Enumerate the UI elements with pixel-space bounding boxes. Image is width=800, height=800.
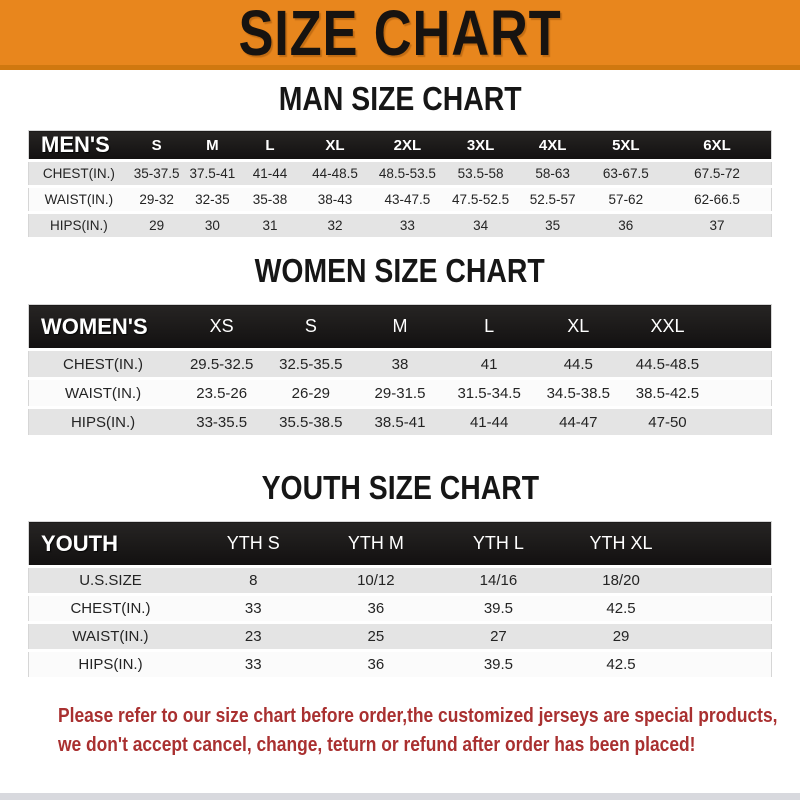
youth-header-row	[29, 522, 772, 567]
size-cell: 44.5-48.5	[623, 350, 712, 379]
women-hips-row	[29, 408, 772, 437]
youth-section-heading-text: YOUTH SIZE CHART	[261, 469, 539, 506]
women-header-row	[29, 305, 772, 350]
size-cell: 14/16	[437, 567, 560, 595]
size-cell: 35-38	[240, 187, 299, 213]
size-cell: 43-47.5	[370, 187, 444, 213]
size-cell: 48.5-53.5	[370, 161, 444, 187]
size-cell: 44-48.5	[300, 161, 371, 187]
size-cell: 33	[192, 651, 315, 679]
size-cell: 33	[192, 595, 315, 623]
size-cell: 36	[315, 651, 438, 679]
size-cell: 39.5	[437, 651, 560, 679]
men-col-header: XL	[300, 131, 371, 161]
size-cell: 41	[445, 350, 534, 379]
youth-col-header: YTH L	[437, 522, 560, 567]
size-cell: 10/12	[315, 567, 438, 595]
size-cell: 62-66.5	[663, 187, 772, 213]
spacer-cell	[712, 350, 771, 379]
size-cell: 37.5-41	[185, 161, 241, 187]
men-col-header: L	[240, 131, 299, 161]
size-cell: 35-37.5	[129, 161, 185, 187]
size-cell: 47-50	[623, 408, 712, 437]
size-cell: 38.5-42.5	[623, 379, 712, 408]
spacer-cell	[682, 623, 771, 651]
size-cell: 29-32	[129, 187, 185, 213]
men-size-table	[28, 130, 772, 240]
row-label: CHEST(IN.)	[29, 595, 192, 623]
bottom-edge-strip	[0, 793, 800, 800]
chart-content	[0, 82, 800, 760]
row-label: WAIST(IN.)	[29, 379, 178, 408]
women-section-heading	[28, 254, 772, 288]
women-col-header: XS	[177, 305, 266, 350]
size-cell: 8	[192, 567, 315, 595]
size-cell: 34.5-38.5	[534, 379, 623, 408]
women-chest-row	[29, 350, 772, 379]
size-cell: 38.5-41	[355, 408, 444, 437]
disclaimer-line-1: Please refer to our size chart before order,the customized jerseys are special products,	[58, 705, 778, 727]
men-col-header: M	[185, 131, 241, 161]
youth-waist-row	[29, 623, 772, 651]
row-label: CHEST(IN.)	[29, 161, 129, 187]
spacer-cell	[682, 567, 771, 595]
men-col-header: 2XL	[370, 131, 444, 161]
youth-col-header: YTH S	[192, 522, 315, 567]
size-cell: 18/20	[560, 567, 683, 595]
size-cell: 58-63	[517, 161, 589, 187]
women-col-header: M	[355, 305, 444, 350]
men-corner-label: MEN'S	[29, 131, 129, 161]
youth-size-table	[28, 521, 772, 680]
size-cell: 35	[517, 213, 589, 239]
size-cell: 27	[437, 623, 560, 651]
size-cell: 37	[663, 213, 772, 239]
size-cell: 35.5-38.5	[266, 408, 355, 437]
size-cell: 44-47	[534, 408, 623, 437]
size-cell: 42.5	[560, 595, 683, 623]
youth-hips-row	[29, 651, 772, 679]
men-header-row	[29, 131, 772, 161]
men-waist-row	[29, 187, 772, 213]
men-col-header: 6XL	[663, 131, 772, 161]
spacer-cell	[712, 305, 771, 350]
women-waist-row	[29, 379, 772, 408]
size-cell: 39.5	[437, 595, 560, 623]
youth-col-header: YTH XL	[560, 522, 683, 567]
size-cell: 34	[445, 213, 517, 239]
size-cell: 29	[560, 623, 683, 651]
spacer-cell	[712, 379, 771, 408]
man-section-heading-text: MAN SIZE CHART	[278, 80, 522, 117]
men-col-header: 5XL	[589, 131, 663, 161]
spacer-cell	[682, 522, 771, 567]
size-cell: 32-35	[185, 187, 241, 213]
row-label: HIPS(IN.)	[29, 213, 129, 239]
size-cell: 23	[192, 623, 315, 651]
youth-section-heading	[28, 471, 772, 505]
youth-col-header: YTH M	[315, 522, 438, 567]
row-label: WAIST(IN.)	[29, 187, 129, 213]
men-col-header: 4XL	[517, 131, 589, 161]
disclaimer-line-2: we don't accept cancel, change, teturn or refund after order has been placed!	[58, 734, 696, 756]
youth-chest-row	[29, 595, 772, 623]
row-label: HIPS(IN.)	[29, 408, 178, 437]
banner-title: SIZE CHART	[238, 0, 562, 69]
women-col-header: S	[266, 305, 355, 350]
spacer-cell	[712, 408, 771, 437]
size-cell: 30	[185, 213, 241, 239]
men-chest-row	[29, 161, 772, 187]
size-cell: 25	[315, 623, 438, 651]
size-cell: 42.5	[560, 651, 683, 679]
men-col-header: 3XL	[445, 131, 517, 161]
row-label: CHEST(IN.)	[29, 350, 178, 379]
row-label: WAIST(IN.)	[29, 623, 192, 651]
women-size-table	[28, 304, 772, 438]
youth-ussize-row	[29, 567, 772, 595]
size-chart-banner	[0, 0, 800, 70]
size-cell: 32.5-35.5	[266, 350, 355, 379]
size-cell: 38-43	[300, 187, 371, 213]
size-cell: 53.5-58	[445, 161, 517, 187]
size-cell: 67.5-72	[663, 161, 772, 187]
men-hips-row	[29, 213, 772, 239]
size-cell: 23.5-26	[177, 379, 266, 408]
size-cell: 47.5-52.5	[445, 187, 517, 213]
size-cell: 57-62	[589, 187, 663, 213]
women-col-header: L	[445, 305, 534, 350]
women-col-header: XL	[534, 305, 623, 350]
women-section-heading-text: WOMEN SIZE CHART	[254, 252, 546, 289]
size-cell: 33	[370, 213, 444, 239]
size-cell: 31.5-34.5	[445, 379, 534, 408]
women-corner-label: WOMEN'S	[29, 305, 178, 350]
women-col-header: XXL	[623, 305, 712, 350]
size-cell: 41-44	[240, 161, 299, 187]
size-cell: 44.5	[534, 350, 623, 379]
size-cell: 36	[589, 213, 663, 239]
size-cell: 38	[355, 350, 444, 379]
size-cell: 29.5-32.5	[177, 350, 266, 379]
spacer-cell	[682, 595, 771, 623]
size-cell: 36	[315, 595, 438, 623]
size-cell: 32	[300, 213, 371, 239]
men-col-header: S	[129, 131, 185, 161]
size-cell: 33-35.5	[177, 408, 266, 437]
size-cell: 29-31.5	[355, 379, 444, 408]
size-cell: 41-44	[445, 408, 534, 437]
row-label: U.S.SIZE	[29, 567, 192, 595]
size-cell: 63-67.5	[589, 161, 663, 187]
youth-corner-label: YOUTH	[29, 522, 192, 567]
size-cell: 26-29	[266, 379, 355, 408]
man-section-heading	[28, 82, 772, 116]
size-cell: 31	[240, 213, 299, 239]
spacer-cell	[682, 651, 771, 679]
size-cell: 29	[129, 213, 185, 239]
row-label: HIPS(IN.)	[29, 651, 192, 679]
size-cell: 52.5-57	[517, 187, 589, 213]
disclaimer	[58, 702, 778, 760]
